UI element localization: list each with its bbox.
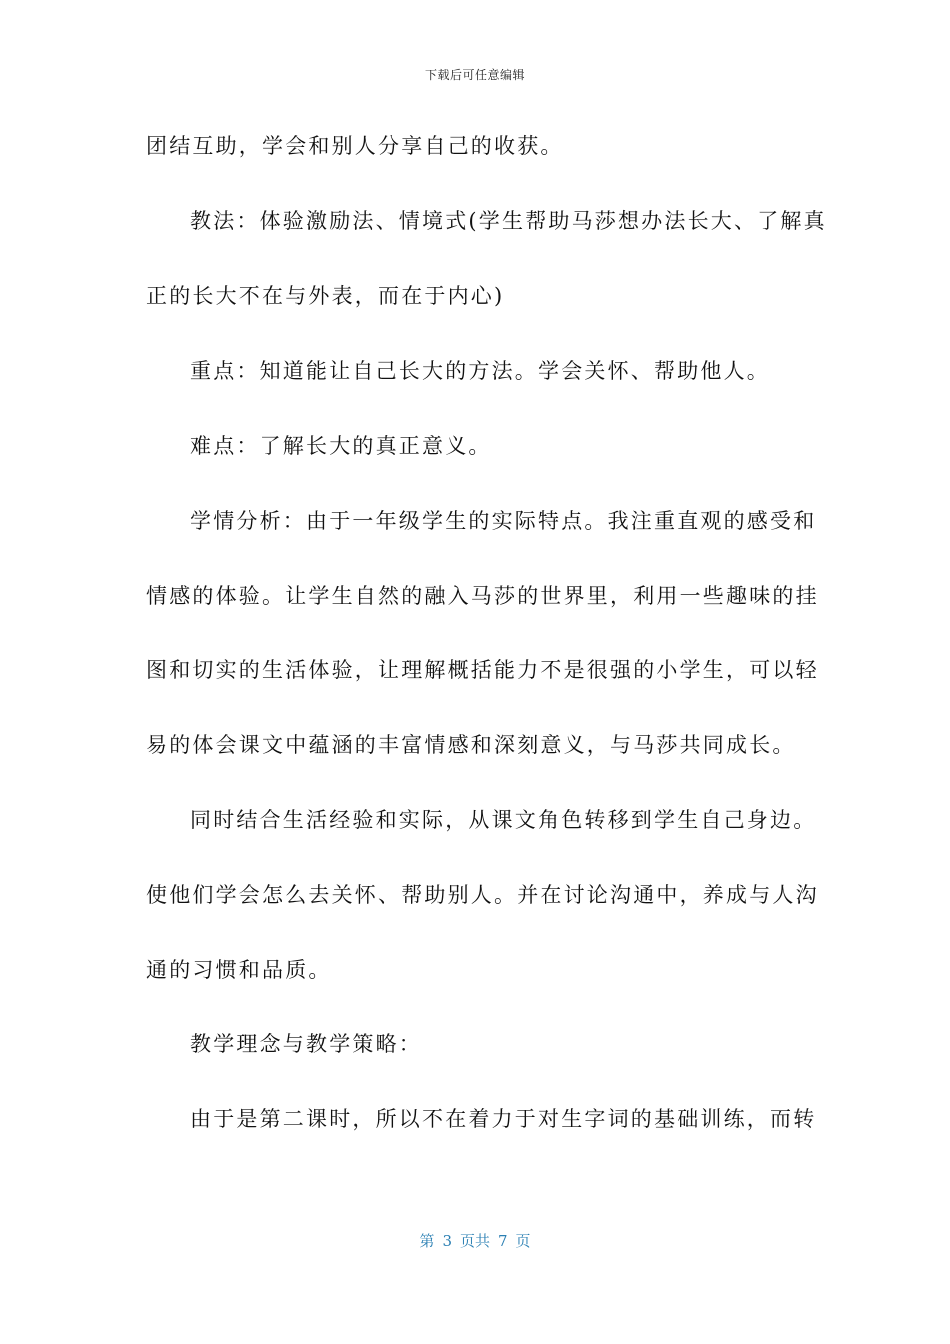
paragraph-line: 由于是第二课时，所以不在着力于对生字词的基础训练，而转 [190, 1107, 817, 1131]
paragraph-line: 难点：了解长大的真正意义。 [190, 434, 492, 458]
paragraph-line: 正的长大不在与外表，而在于内心) [146, 284, 505, 308]
page-label-prefix: 第 [419, 1232, 435, 1250]
paragraph-line: 重点：知道能让自己长大的方法。学会关怀、帮助他人。 [190, 359, 770, 383]
current-page-number: 3 [442, 1232, 452, 1250]
page-header: 下载后可任意编辑 [424, 68, 525, 82]
page-label-suffix: 页 [515, 1232, 531, 1250]
page-footer [0, 1230, 950, 1251]
paragraph-line: 图和切实的生活体验，让理解概括能力不是很强的小学生，可以轻 [146, 658, 819, 682]
paragraph-line: 易的体会课文中蕴涵的丰富情感和深刻意义，与马莎共同成长。 [146, 733, 796, 757]
page-label-middle: 页共 [459, 1232, 490, 1250]
paragraph-line: 通的习惯和品质。 [146, 958, 332, 982]
paragraph-line: 同时结合生活经验和实际，从课文角色转移到学生自己身边。 [190, 808, 817, 832]
paragraph-line: 教法：体验激励法、情境式(学生帮助马莎想办法长大、了解真 [190, 209, 827, 233]
paragraph-line: 教学理念与教学策略： [190, 1032, 422, 1056]
total-pages-number: 7 [498, 1232, 508, 1250]
paragraph-line: 情感的体验。让学生自然的融入马莎的世界里，利用一些趣味的挂 [146, 584, 819, 608]
paragraph-line: 学情分析：由于一年级学生的实际特点。我注重直观的感受和 [190, 509, 817, 533]
paragraph-line: 团结互助，学会和别人分享自己的收获。 [146, 134, 564, 158]
paragraph-line: 使他们学会怎么去关怀、帮助别人。并在讨论沟通中，养成与人沟 [146, 883, 819, 907]
